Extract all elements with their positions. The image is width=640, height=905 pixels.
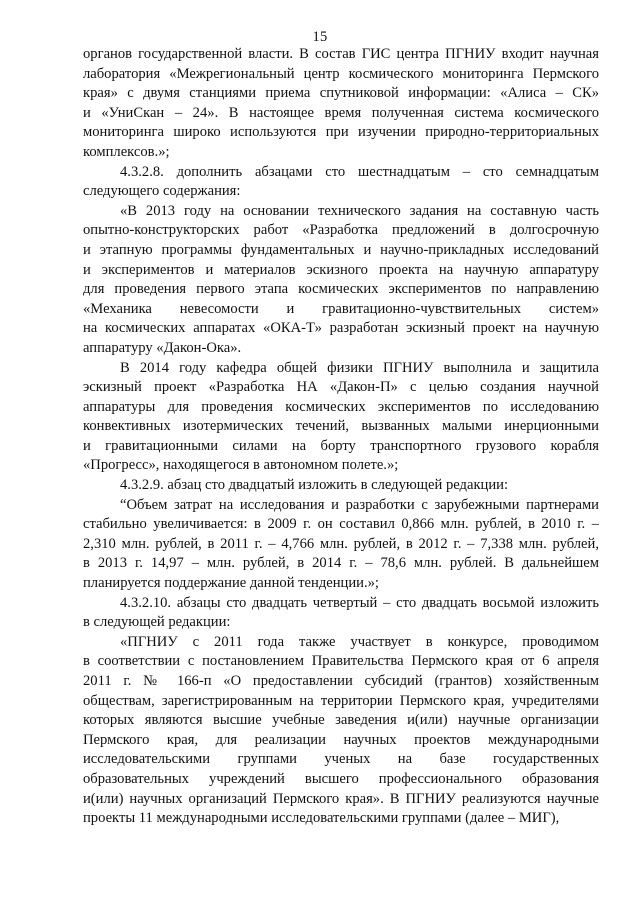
- text-line: 2,310 млн. рублей, в 2011 г. – 4,766 млн. рублей, в 2012 г. – 7,338 млн. рублей,: [83, 535, 599, 552]
- text-line: и(или) научных организаций Пермского края». В ПГНИУ реализуются научные: [83, 790, 599, 807]
- paragraph: [83, 633, 599, 829]
- text-line: в 2013 г. 14,97 – млн. рублей, в 2014 г. – 78,6 млн. рублей. В дальнейшем: [83, 555, 599, 572]
- text-line: проекты 11 международными исследовательскими группами (далее – МИГ),: [83, 810, 560, 827]
- text-line: эскизный проект «Разработка НА «Дакон-П» с целью создания научной: [83, 379, 599, 396]
- text-line: и этапную программы фундаментальных и научно-прикладных исследований: [83, 241, 599, 258]
- text-line: стабильно увеличивается: в 2009 г. он составил 0,866 млн. рублей, в 2010 г. –: [83, 516, 599, 533]
- text-line: исследовательскими группами ученых на базе государственных: [83, 751, 599, 768]
- text-line: 4.3.2.9. абзац сто двадцатый изложить в следующей редакции:: [120, 477, 509, 494]
- text-line: опытно-конструкторских работ «Разработка предложений в долгосрочную: [83, 222, 599, 239]
- text-line: края» с двумя станциями приема спутниковой информации: «Алиса – СК»: [83, 85, 599, 102]
- text-line: 2011 г. № 166-п «О предоставлении субсидий (грантов) хозяйственным: [83, 673, 599, 689]
- text-line: лаборатория «Межрегиональный центр космического мониторинга Пермского: [83, 65, 599, 82]
- document-body: [83, 45, 599, 829]
- text-line: “Объем затрат на исследования и разработки с зарубежными партнерами: [120, 496, 599, 513]
- text-line: обществам, зарегистрированным на территории Пермского края, учредителями: [83, 692, 599, 709]
- text-line: в следующей редакции:: [83, 614, 231, 631]
- text-line: и «УниСкан – 24». В настоящее время полученная система космического: [83, 104, 599, 121]
- text-line: аппаратуры для проведения космических экспериментов по исследованию: [83, 398, 599, 415]
- text-line: Пермского края, для реализации научных проектов международными: [83, 731, 599, 748]
- paragraph: [83, 496, 599, 594]
- text-line: «ПГНИУ с 2011 года также участвует в конкурсе, проводимом: [120, 633, 599, 650]
- text-line: 4.3.2.10. абзацы сто двадцать четвертый – сто двадцать восьмой изложить: [120, 594, 599, 611]
- paragraph: [83, 163, 599, 202]
- text-line: образовательных учреждений высшего профессионального образования: [83, 770, 599, 787]
- page-number: 15: [312, 29, 328, 45]
- text-line: аппаратуру «Дакон-Ока».: [83, 339, 242, 356]
- text-line: «Прогресс», находящегося в автономном полете.»;: [83, 457, 399, 474]
- text-line: «В 2013 году на основании технического задания на составную часть: [120, 202, 599, 219]
- text-line: в соответствии с постановлением Правительства Пермского края от 6 апреля: [83, 653, 599, 670]
- text-line: конвективных изотермических течений, вызванных малыми инерционными: [83, 418, 599, 435]
- text-line: В 2014 году кафедра общей физики ПГНИУ выполнила и защитила: [120, 359, 599, 376]
- text-line: «Механика невесомости и гравитационно-чувствительных систем»: [83, 300, 599, 317]
- paragraph: [83, 359, 599, 477]
- text-line: 4.3.2.8. дополнить абзацами сто шестнадцатым – сто семнадцатым: [120, 163, 599, 180]
- text-line: мониторинга широко используются при изучении природно-территориальных: [83, 124, 599, 141]
- text-line: и экспериментов и материалов эскизного проекта на научную аппаратуру: [83, 261, 599, 278]
- paragraph: [83, 202, 599, 359]
- text-line: органов государственной власти. В состав ГИС центра ПГНИУ входит научная: [83, 46, 599, 62]
- paragraph: [83, 45, 599, 163]
- text-line: следующего содержания:: [83, 183, 241, 200]
- text-line: планируется поддержание данной тенденции.»;: [83, 575, 379, 592]
- text-line: которых являются высшие учебные заведения и(или) научные организации: [83, 712, 599, 729]
- text-line: на космических аппаратах «ОКА-Т» разработан эскизный проект на научную: [83, 320, 599, 337]
- text-line: комплексов.»;: [83, 143, 170, 160]
- text-line: и гравитационными силами на борту транспортного грузового корабля: [83, 437, 599, 454]
- paragraph: [83, 476, 599, 496]
- paragraph: [83, 594, 599, 633]
- text-line: для проведения первого этапа космических экспериментов по направлению: [83, 281, 599, 298]
